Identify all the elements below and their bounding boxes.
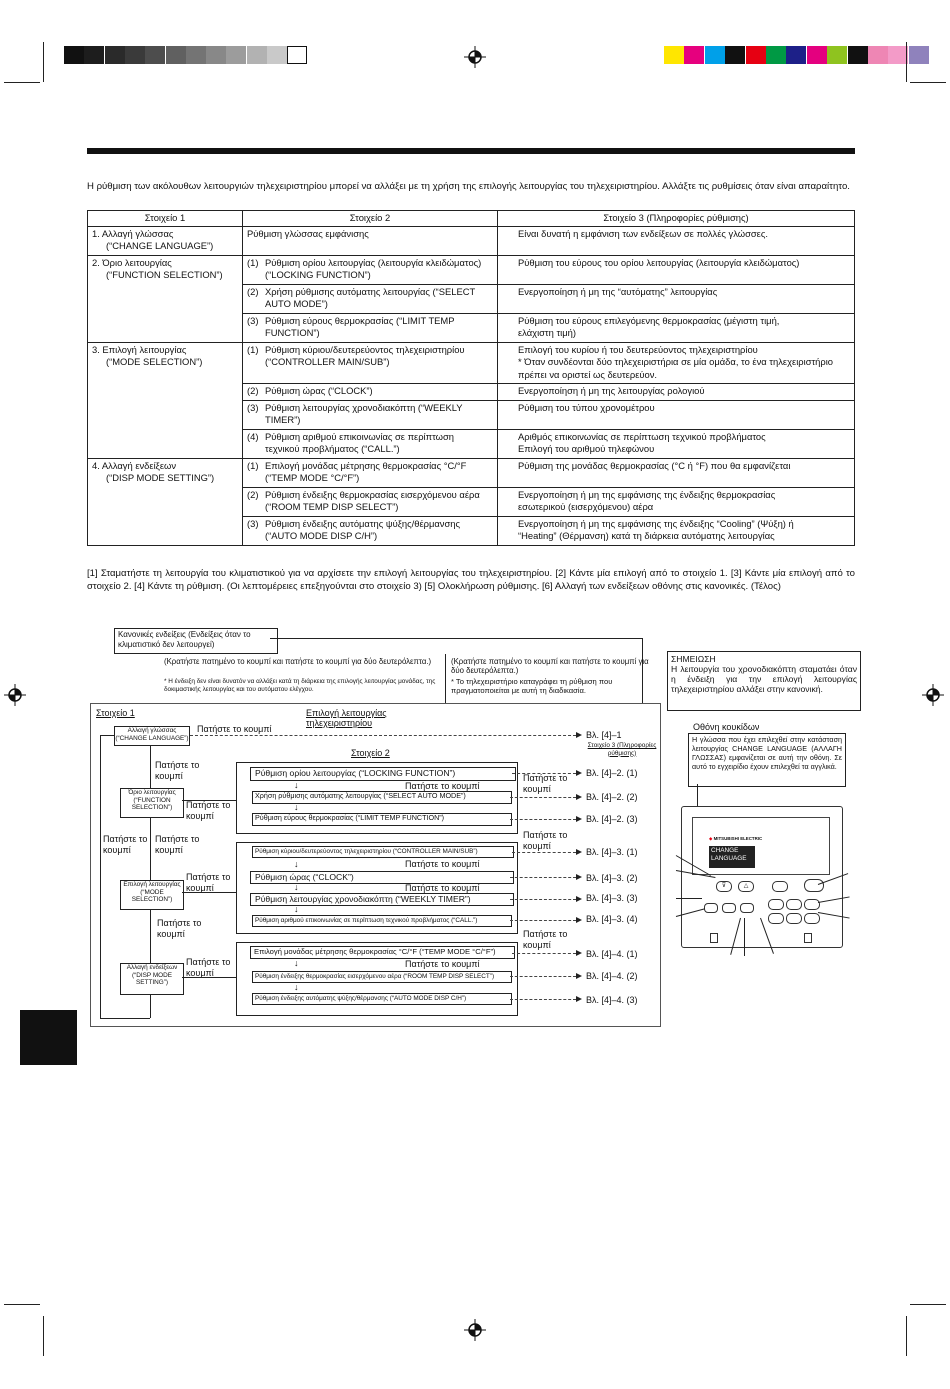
arrow-right-icon: [576, 973, 582, 979]
remote-button[interactable]: [722, 903, 736, 913]
color-swatch: [267, 46, 287, 64]
flow-line: [182, 977, 236, 978]
mode-selection-box: Επιλογή λειτουργίας (“MODE SELECTION”): [120, 880, 184, 910]
flow-dashed-line: [510, 920, 576, 921]
crop-mark: [910, 82, 946, 83]
note-title: ΣΗΜΕΙΩΣΗ: [671, 654, 716, 664]
color-swatch: [705, 46, 725, 64]
pointer-line: [676, 898, 702, 899]
remote-button[interactable]: ⊽: [716, 881, 732, 892]
arrow-down-icon: ↓: [294, 982, 299, 992]
arrow-right-icon: [576, 996, 582, 1002]
select-auto-mode-box: Χρήση ρύθμισης αυτόματης λειτουργίας (“SELECT AUTO MODE”): [252, 791, 512, 804]
press-label: Πατήστε το κουμπί: [405, 883, 480, 893]
arrow-down-icon: ↓: [294, 958, 299, 968]
auto-mode-disp-box: Ρύθμιση ένδειξης αυτόματης ψύξης/θέρμανσης (“AUTO MODE DISP C/H”): [252, 993, 512, 1005]
hold-note: * Η ένδειξη δεν είναι δυνατόν να αλλάξει κατά τη διάρκεια της επιλογής λειτουργίας μονάδας, της δοκιμαστικής λειτουργίας και του αυτόματου ελέγχου.: [164, 678, 436, 693]
item3-cell: Ενεργοποίηση ή μη της εμφάνισης της ένδειξης “Cooling” (Ψύξη) ή “Heating” (Θέρμανση) κατά τη διάρκεια αυτόματης λειτουργίας: [498, 516, 855, 545]
color-swatch: [186, 46, 206, 64]
press-label: Πατήστε το κουμπί: [155, 760, 200, 781]
arrow-down-icon: ↓: [294, 859, 299, 869]
dot-screen-title: Οθόνη κουκίδων: [693, 722, 760, 732]
flow-dashed-line: [510, 877, 576, 878]
table-row: [88, 458, 855, 487]
flow-line: [150, 909, 151, 963]
registration-mark-icon: [464, 1319, 486, 1341]
item1-label: Στοιχείο 1: [96, 708, 135, 718]
reference-label: Βλ. [4]–4. (3): [586, 995, 638, 1005]
item3-cell: Ενεργοποίηση ή μη της “αυτόματης” λειτουργίας: [498, 284, 855, 313]
crop-mark: [4, 82, 40, 83]
function-table: [87, 210, 855, 546]
note-text: Η λειτουργία του χρονοδιακόπτη σταματάει όταν η ένδειξη για την επιλογή λειτουργίας τηλεχειριστηρίου αλλάξει στην κανονική.: [671, 664, 857, 694]
flow-dashed-line: [510, 899, 576, 900]
flow-dashed-line: [510, 819, 576, 820]
remote-button[interactable]: [804, 913, 820, 924]
weekly-timer-box: Ρύθμιση λειτουργίας χρονοδιακόπτη (“WEEKLY TIMER”): [250, 893, 514, 906]
remote-button[interactable]: [786, 899, 802, 910]
arrow-right-icon: [576, 849, 582, 855]
lcd-line: CHANGE: [711, 847, 739, 854]
flow-line: [182, 800, 236, 801]
press-label: Πατήστε το κουμπί: [186, 872, 231, 893]
color-swatch: [145, 46, 165, 64]
reference-label: Βλ. [4]–3. (3): [586, 893, 638, 903]
remote-button[interactable]: [768, 913, 784, 924]
press-label: Πατήστε το κουμπί: [405, 781, 480, 791]
dot-screen-box: Η γλώσσα που έχει επιλεχθεί στην κατάσταση λειτουργίας CHANGE LANGUAGE (ΑΛΛΑΓΗ ΓΛΩΣΣΑΣ) εμφανίζεται σε αυτή την οθόνη. Σε αυτό το εγχειρίδιο έχουν επιλεχθεί τα αγγλικά.: [688, 733, 846, 787]
color-swatch: [827, 46, 847, 64]
item3-cell: Ρύθμιση του εύρους του ορίου λειτουργίας (λειτουργία κλειδώματος): [498, 255, 855, 284]
press-label: Πατήστε το κουμπί: [405, 859, 480, 869]
color-swatch: [64, 46, 84, 64]
flow-line: [150, 994, 151, 1018]
arrow-right-icon: [576, 732, 582, 738]
item2-cell: (3) Ρύθμιση εύρους θερμοκρασίας (“LIMIT TEMP FUNCTION”): [243, 313, 498, 342]
remote-button[interactable]: [740, 903, 754, 913]
flow-dashed-line: [512, 953, 576, 954]
item1-cell: 4. Αλλαγή ενδείξεων (“DISP MODE SETTING”): [88, 458, 243, 545]
color-swatch: [84, 46, 104, 64]
color-swatch: [868, 46, 888, 64]
arrow-right-icon: [576, 917, 582, 923]
color-swatch: [125, 46, 145, 64]
lcd-text-area: [709, 846, 755, 868]
flow-dashed-line: [510, 976, 576, 977]
press-label: Πατήστε το κουμπί: [186, 957, 231, 978]
table-header: Στοιχείο 3 (Πληροφορίες ρύθμισης): [498, 211, 855, 227]
disp-mode-box: Αλλαγή ενδείξεων (“DISP MODE SETTING”): [120, 963, 184, 995]
reference-label: Βλ. [4]–1: [586, 730, 622, 740]
arrow-down-icon: ↓: [294, 882, 299, 892]
item3-label: Στοιχείο 3 (Πληροφορίες ρύθμισης): [587, 742, 657, 757]
change-language-box: Αλλαγή γλώσσας (“CHANGE LANGUAGE”): [114, 726, 190, 746]
remote-button[interactable]: [804, 899, 820, 910]
hold-instruction: (Κρατήστε πατημένο το κουμπί και πατήστε το κουμπί για δύο δευτερόλεπτα.): [451, 657, 649, 675]
flow-dashed-line: [510, 797, 576, 798]
arrow-down-icon: ↓: [294, 780, 299, 790]
reference-label: Βλ. [4]–2. (1): [586, 768, 638, 778]
flow-dashed-line: [190, 735, 576, 736]
color-swatch: [664, 46, 684, 64]
mitsubishi-logo-icon: ◆: [709, 836, 714, 841]
hold-instruction: (Κρατήστε πατημένο το κουμπί και πατήστε το κουμπί για δύο δευτερόλεπτα.): [164, 657, 432, 666]
arrow-down-icon: ↓: [294, 904, 299, 914]
flow-line: [100, 735, 101, 1018]
registration-mark-icon: [922, 684, 944, 706]
item3-cell: Ρύθμιση του τύπου χρονομέτρου: [498, 400, 855, 429]
item3-cell: Αριθμός επικοινωνίας σε περίπτωση τεχνικού προβλήματος Επιλογή του αριθμού τηλεφώνου: [498, 429, 855, 458]
hold-note: * Το τηλεχειριστήριο καταγράφει τη ρύθμιση που πραγματοποιείται με αυτή τη διαδικασία.: [451, 677, 613, 695]
function-select-label: Επιλογή λειτουργίας τηλεχειριστηρίου: [306, 708, 387, 728]
color-swatch: [766, 46, 786, 64]
item3-cell: Ρύθμιση της μονάδας θερμοκρασίας (°C ή °F) που θα εμφανίζεται: [498, 458, 855, 487]
color-swatch: [684, 46, 704, 64]
item3-cell: Είναι δυνατή η εμφάνιση των ενδείξεων σε πολλές γλώσσες.: [498, 226, 855, 255]
item2-cell: (2) Ρύθμιση ένδειξης θερμοκρασίας εισερχόμενου αέρα (“ROOM TEMP DISP SELECT”): [243, 487, 498, 516]
hinge-icon: [710, 933, 718, 943]
color-swatch: [287, 46, 307, 64]
flow-dashed-line: [510, 999, 576, 1000]
arrow-right-icon: [576, 874, 582, 880]
color-swatch: [166, 46, 186, 64]
remote-button[interactable]: [768, 899, 784, 910]
temp-mode-box: Επιλογή μονάδας μέτρησης θερμοκρασίας °C/°F (“TEMP MODE °C/°F”): [250, 946, 515, 959]
crop-mark: [906, 1316, 907, 1356]
note-box: [667, 651, 861, 711]
item3-cell: Ενεργοποίηση ή μη της λειτουργίας ρολογιού: [498, 384, 855, 401]
call-box: Ρύθμιση αριθμού επικοινωνίας σε περίπτωση τεχνικού προβλήματος (“CALL.”): [252, 915, 512, 927]
crop-mark: [910, 1304, 946, 1305]
remote-button[interactable]: [786, 913, 802, 924]
press-label: Πατήστε το κουμπί: [103, 834, 148, 855]
power-button[interactable]: [804, 879, 824, 892]
table-header: Στοιχείο 2: [243, 211, 498, 227]
remote-controller: [681, 806, 843, 948]
remote-button[interactable]: △: [738, 881, 754, 892]
item2-cell: (1) Επιλογή μονάδας μέτρησης θερμοκρασίας °C/°F (“TEMP MODE °C/°F”): [243, 458, 498, 487]
item1-cell: 3. Επιλογή λειτουργίας (“MODE SELECTION”): [88, 342, 243, 458]
registration-mark-icon: [464, 46, 486, 68]
flow-line: [100, 735, 114, 736]
brand-logo: ◆ MITSUBISHI ELECTRIC: [709, 836, 763, 841]
remote-lcd: [692, 817, 830, 875]
item2-cell: (2) Χρήση ρύθμισης αυτόματης λειτουργίας (“SELECT AUTO MODE”): [243, 284, 498, 313]
reference-label: Βλ. [4]–2. (3): [586, 814, 638, 824]
reference-label: Βλ. [4]–3. (2): [586, 873, 638, 883]
press-label: Πατήστε το κουμπί: [405, 959, 480, 969]
hinge-icon: [804, 933, 812, 943]
item3-cell: Ρύθμιση του εύρους επιλεγόμενης θερμοκρασίας (μέγιστη τιμή, ελάχιστη τιμή): [498, 313, 855, 342]
pointer-line: [744, 918, 745, 956]
item2-cell: (3) Ρύθμιση λειτουργίας χρονοδιακόπτη (“WEEKLY TIMER”): [243, 400, 498, 429]
item2-cell: (1) Ρύθμιση κύριου/δευτερεύοντος τηλεχειριστηρίου (“CONTROLLER MAIN/SUB”): [243, 342, 498, 384]
crop-mark: [906, 42, 907, 82]
registration-mark-icon: [4, 684, 26, 706]
room-temp-disp-box: Ρύθμιση ένδειξης θερμοκρασίας εισερχόμενου αέρα (“ROOM TEMP DISP SELECT”): [252, 971, 512, 983]
item2-cell: (4) Ρύθμιση αριθμού επικοινωνίας σε περίπτωση τεχνικού προβλήματος (“CALL.”): [243, 429, 498, 458]
crop-mark: [4, 1304, 40, 1305]
limit-temp-box: Ρύθμιση εύρους θερμοκρασίας (“LIMIT TEMP FUNCTION”): [252, 813, 512, 826]
arrow-down-icon: ↓: [294, 802, 299, 812]
press-label: Πατήστε το κουμπί: [186, 800, 231, 821]
item3-cell: Ενεργοποίηση ή μη της εμφάνισης της ένδειξης θερμοκρασίας εσωτερικού (εισερχόμενου) αέρα: [498, 487, 855, 516]
table-row: [88, 342, 855, 384]
arrow-right-icon: [576, 950, 582, 956]
flow-line: [150, 745, 151, 788]
crop-mark: [43, 1316, 44, 1356]
reference-label: Βλ. [4]–2. (2): [586, 792, 638, 802]
normal-display-box: Κανονικές ενδείξεις (Ενδείξεις όταν το κλιματιστικό δεν λειτουργεί): [114, 628, 278, 654]
color-swatch: [105, 46, 125, 64]
item1-cell: 1. Αλλαγή γλώσσας (“CHANGE LANGUAGE”): [88, 226, 243, 255]
remote-button[interactable]: [704, 903, 718, 913]
press-label: Πατήστε το κουμπί: [523, 830, 568, 851]
color-swatch: [725, 46, 745, 64]
color-swatch: [848, 46, 868, 64]
arrow-right-icon: [576, 794, 582, 800]
item2-cell: (2) Ρύθμιση ώρας (“CLOCK”): [243, 384, 498, 401]
arrow-right-icon: [576, 816, 582, 822]
press-label: Πατήστε το κουμπί: [523, 773, 568, 794]
arrow-right-icon: [576, 896, 582, 902]
function-selection-box: Όριο λειτουργίας (“FUNCTION SELECTION”): [120, 788, 184, 818]
table-row: [88, 226, 855, 255]
press-label: Πατήστε το κουμπί: [197, 724, 272, 734]
reference-label: Βλ. [4]–3. (4): [586, 914, 638, 924]
press-label: Πατήστε το κουμπί: [157, 918, 202, 939]
item2-label: Στοιχείο 2: [351, 748, 390, 758]
language-tab: [20, 1010, 77, 1065]
reference-label: Βλ. [4]–4. (1): [586, 949, 638, 959]
procedure-steps: [1] Σταματήστε τη λειτουργία του κλιματιστικού για να αρχίσετε την επιλογή λειτουργίας του τηλεχειριστηρίου. [2] Κάντε μία επιλογή από το στοιχείο 1. [3] Κάντε μία επιλογή από το στοιχείο 2. [4] Κάντε τη ρύθμιση. (Οι λεπτομέρειες επεξηγούνται στο στοιχείο 3) [5] Ολοκλήρωση ρύθμισης. [6] Αλλαγή των ενδείξεων οθόνης στις κανονικές. (Τέλος): [87, 568, 855, 592]
color-swatch: [909, 46, 929, 64]
color-swatch: [247, 46, 267, 64]
press-label: Πατήστε το κουμπί: [523, 929, 568, 950]
header-rule: [87, 148, 855, 154]
item2-cell: Ρύθμιση γλώσσας εμφάνισης: [243, 226, 498, 255]
color-swatch: [807, 46, 827, 64]
controller-main-sub-box: Ρύθμιση κύριου/δευτερεύοντος τηλεχειριστηρίου (“CONTROLLER MAIN/SUB”): [252, 846, 514, 858]
crop-mark: [43, 42, 44, 82]
flow-line: [182, 892, 236, 893]
reference-label: Βλ. [4]–4. (2): [586, 971, 638, 981]
clock-box: Ρύθμιση ώρας (“CLOCK”): [250, 871, 514, 884]
color-swatch: [746, 46, 766, 64]
locking-function-box: Ρύθμιση ορίου λειτουργίας (“LOCKING FUNCTION”): [250, 767, 516, 781]
table-header-row: [88, 211, 855, 227]
item1-cell: 2. Όριο λειτουργίας (“FUNCTION SELECTION”): [88, 255, 243, 342]
flow-dashed-line: [512, 852, 576, 853]
intro-paragraph: Η ρύθμιση των ακόλουθων λειτουργιών τηλεχειριστηρίου μπορεί να αλλάξει με τη χρήση της επιλογής λειτουργίας του τηλεχειριστηρίου. Αλλάξτε τις ρυθμίσεις όταν είναι απαραίτητο.: [87, 181, 850, 192]
item2-cell: (1) Ρύθμιση ορίου λειτουργίας (λειτουργία κλειδώματος) (“LOCKING FUNCTION”): [243, 255, 498, 284]
color-swatch: [786, 46, 806, 64]
table-header: Στοιχείο 1: [88, 211, 243, 227]
lcd-line: LANGUAGE: [711, 855, 747, 862]
flow-line: [270, 638, 642, 639]
flow-line: [445, 654, 446, 703]
item3-cell: Επιλογή του κυρίου ή του δευτερεύοντος τηλεχειριστηρίου * Όταν συνδέονται δύο τηλεχειριστήρια σε μία ομάδα, το ένα τηλεχειριστήριο πρέπει να οριστεί ως δευτερεύον.: [498, 342, 855, 384]
reference-label: Βλ. [4]–3. (1): [586, 847, 638, 857]
color-swatch: [206, 46, 226, 64]
color-swatch: [226, 46, 246, 64]
table-row: [88, 255, 855, 284]
press-label: Πατήστε το κουμπί: [155, 834, 200, 855]
flow-line: [150, 817, 151, 880]
item2-cell: (3) Ρύθμιση ένδειξης αυτόματης ψύξης/θέρμανσης (“AUTO MODE DISP C/H”): [243, 516, 498, 545]
flow-line: [100, 1018, 150, 1019]
remote-button[interactable]: [772, 881, 788, 892]
